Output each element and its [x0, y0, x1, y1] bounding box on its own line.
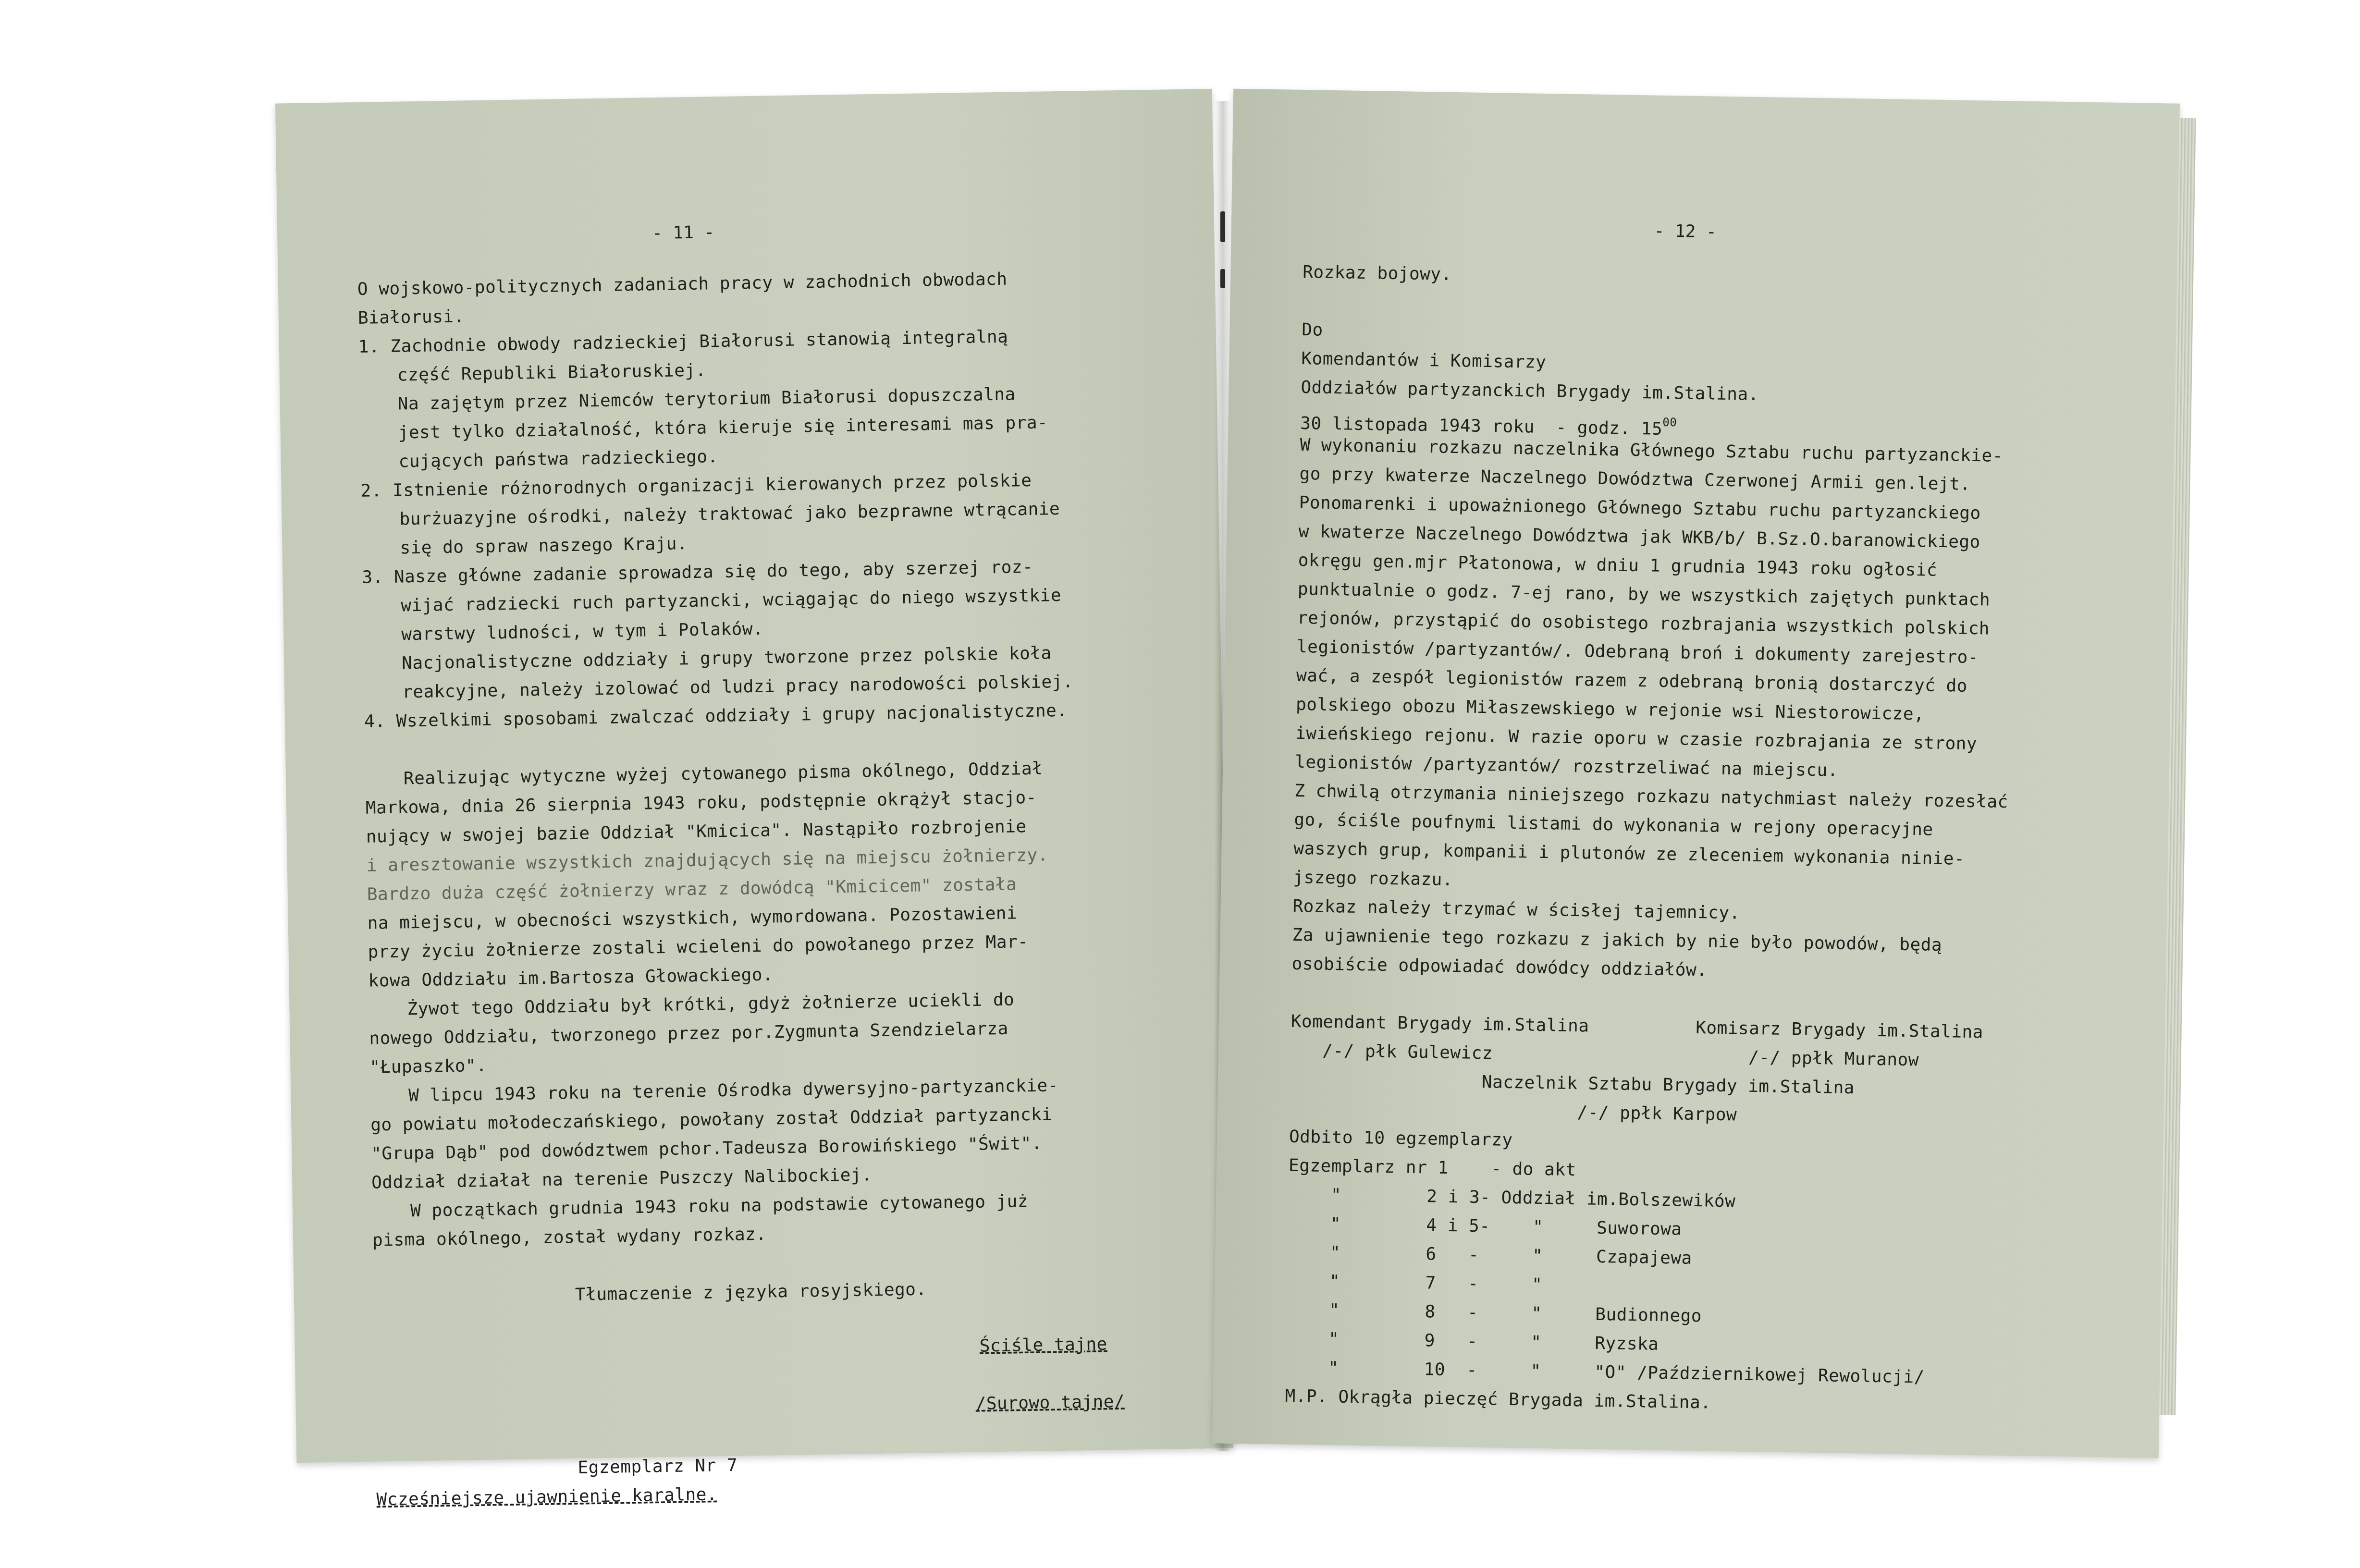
right-page-text [1285, 258, 2016, 1422]
text-line: Realizując wytyczne wyżej cytowanego pisma okólnego, Oddział [403, 759, 1043, 789]
text-line: Żywot tego Oddziału był krótki, gdyż żołnierze uciekli do [407, 990, 1015, 1019]
text-line: 3. Nasze główne zadanie sprowadza się do tego, aby szerzej roz- [362, 557, 1033, 588]
left-page-text [357, 263, 1127, 1514]
text-line: wać, a zespół legionistów razem z odebraną bronią dostarczyć do [1296, 665, 1968, 696]
text-line: O wojskowo-politycznych zadaniach pracy w zachodnich obwodach [357, 269, 1008, 299]
text-line: Egzemplarz nr 1 - do akt [1288, 1155, 1577, 1180]
text-line: Komendant Brygady im.Stalina Komisarz Brygady im.Stalina [1291, 1011, 1984, 1042]
text-line: " 8 - " Budionnego [1286, 1299, 1702, 1326]
text-line: Odbito 10 egzemplarzy [1289, 1127, 1513, 1151]
text-line: Za ujawnienie tego rozkazu z jakich by nie było powodów, będą [1292, 925, 1942, 956]
text-line: iwieńskiego rejonu. W razie oporu w czasie rozbrajania ze strony [1295, 723, 1978, 754]
text-line: Nacjonalistyczne oddziały i grupy tworzone przez polskie koła [401, 643, 1052, 674]
text-line: Wcześniejsze ujawnienie karalne. [376, 1484, 718, 1510]
text-line: Oddział działał na terenie Puszczy Nalibockiej. [371, 1165, 873, 1193]
text-line: część Republiki Białoruskiej. [397, 360, 707, 385]
text-line: Komendantów i Komisarzy [1301, 348, 1547, 372]
text-line: Tłumaczenie z języka rosyjskiego. [575, 1279, 927, 1305]
text-line: 2. Istnienie różnorodnych organizacji kierowanych przez polskie [360, 470, 1032, 501]
text-line: reakcyjne, należy izolować od ludzi pracy narodowości polskiej. [402, 672, 1074, 702]
text-line: 1. Zachodnie obwody radzieckiej Białorusi stanowią integralną [358, 327, 1008, 357]
staple-top-lower [1220, 269, 1225, 288]
text-line: W lipcu 1943 roku na terenie Ośrodka dywersyjno-partyzanckie- [408, 1076, 1059, 1106]
text-line: " 9 - " Ryzska [1286, 1328, 1659, 1354]
text-line: legionistów /partyzantów/. Odebraną broń i dokumenty zarejestro- [1296, 637, 1979, 668]
text-line: waszych grup, kompanii i plutonów ze zleceniem wykonania ninie- [1293, 838, 1965, 869]
text-line: wijać radziecki ruch partyzancki, wciągając do niego wszystkie [401, 585, 1062, 616]
text-line: Do [1302, 319, 1324, 340]
text-line: /-/ ppłk Karpow [1289, 1098, 1737, 1125]
text-line: osobiście odpowiadać dowódcy oddziałów. [1291, 954, 1708, 980]
text-line: "Łupaszko". [369, 1055, 487, 1078]
text-line: burżuazyjne ośrodki, należy traktować jako bezprawne wtrącanie [399, 499, 1060, 529]
text-line: "Grupa Dąb" pod dowództwem pchor.Tadeusza Borowińskiego "Świt". [370, 1133, 1043, 1164]
text-line: Egzemplarz Nr 7 [578, 1455, 738, 1478]
right-page [1212, 89, 2180, 1458]
text-line: i aresztowanie wszystkich znajdujących się na miejscu żołnierzy. [366, 845, 1049, 876]
text-line: Rozkaz należy trzymać w ścisłej tajemnicy. [1292, 896, 1741, 923]
text-line: kowa Oddziału im.Bartosza Głowackiego. [368, 965, 774, 991]
text-line: " 4 i 5- " Suworowa [1287, 1213, 1682, 1239]
text-line: jest tylko działalność, która kieruje się interesami mas pra- [398, 413, 1048, 443]
page-number-right: - 12 - [1654, 221, 1717, 242]
text-line: W początkach grudnia 1943 roku na podstawie cytowanego już [410, 1191, 1029, 1221]
text-line: w kwaterze Naczelnego Dowództwa jak WKB/b/ B.Sz.O.baranowickiego [1298, 521, 1981, 552]
text-line: " 6 - " Czapajewa [1287, 1242, 1693, 1268]
text-line: rejonów, przystąpić do osobistego rozbrajania wszystkich polskich [1297, 608, 1990, 639]
text-line: " 7 - " [1286, 1271, 1543, 1295]
text-line: " 2 i 3- Oddział im.Bolszewików [1288, 1184, 1736, 1212]
text-line: nowego Oddziału, tworzonego przez por.Zygmunta Szendzielarza [369, 1018, 1009, 1049]
text-line: punktualnie o godz. 7-ej rano, by we wszystkich zajętych punktach [1297, 579, 1991, 610]
text-line: Na zajętym przez Niemców terytorium Białorusi dopuszczalna [397, 384, 1016, 414]
text-line: 30 listopada 1943 roku - godz. $15^{00}$ [1300, 413, 1677, 439]
left-page [275, 89, 1233, 1510]
text-line: Markowa, dnia 26 sierpnia 1943 roku, podstępnie okrążył stacjo- [365, 787, 1037, 818]
staple-top [1220, 211, 1225, 242]
text-line: okręgu gen.mjr Płatonowa, w dniu 1 grudnia 1943 roku ogłosić [1298, 550, 1938, 580]
text-line: warstwy ludności, w tym i Polaków. [401, 619, 764, 645]
time-superscript: 00 [1662, 415, 1677, 429]
text-line: /Surowo tajne/ [975, 1392, 1125, 1414]
text-line: przy życiu żołnierze zostali wcieleni do powołanego przez Mar- [368, 932, 1029, 962]
text-line: cujących państwa radzieckiego. [398, 447, 719, 472]
text-line: pisma okólnego, został wydany rozkaz. [372, 1224, 767, 1250]
text-line: Rozkaz bojowy. [1302, 262, 1452, 284]
page-stack-edge [2159, 118, 2196, 1415]
text-line: Naczelnik Sztabu Brygady im.Stalina [1290, 1069, 1855, 1098]
text-line: /-/ płk Gulewicz /-/ ppłk Muranow [1290, 1040, 1919, 1070]
page-number-left: - 11 - [651, 222, 715, 244]
text-line: W wykonaniu rozkazu naczelnika Głównego Sztabu ruchu partyzanckie- [1300, 435, 2004, 466]
text-line: go przy kwaterze Naczelnego Dowództwa Czerwonej Armii gen.lejt. [1299, 464, 1971, 494]
text-line: go powiatu mołodeczańskiego, powołany został Oddział partyzancki [370, 1104, 1053, 1135]
text-line: się do spraw naszego Kraju. [400, 534, 688, 558]
text-line: na miejscu, w obecności wszystkich, wymordowana. Pozostawieni [367, 903, 1018, 933]
text-line: Białorusi. [357, 306, 465, 328]
text-line: jszego rozkazu. [1293, 867, 1453, 890]
text-line: nujący w swojej bazie Oddział "Kmicica". Nastąpiło rozbrojenie [366, 817, 1027, 847]
text-line: legionistów /partyzantów/ rozstrzeliwać na miejscu. [1294, 752, 1839, 781]
text-line: Bardzo duża część żołnierzy wraz z dowódcą "Kmicicem" została [367, 874, 1017, 905]
text-line: " 10 - " "O" /Październikowej Rewolucji/ [1285, 1357, 1925, 1387]
text-line: Z chwilą otrzymania niniejszego rozkazu natychmiast należy rozesłać [1294, 781, 2009, 812]
text-line: polskiego obozu Miłaszewskiego w rejonie wsi Niestorowicze, [1295, 694, 1925, 724]
text-line: 4. Wszelkimi sposobami zwalczać oddziały i grupy nacjonalistyczne. [364, 700, 1068, 732]
text-line: Ponomarenki i upoważnionego Głównego Sztabu ruchu partyzanckiego [1299, 492, 1981, 524]
text-line: Oddziałów partyzanckich Brygady im.Stalina. [1301, 377, 1759, 404]
text-line: go, ściśle poufnymi listami do wykonania w rejony operacyjne [1294, 809, 1933, 840]
text-line: Ściśle tajne [979, 1334, 1108, 1356]
text-line: M.P. Okrągła pieczęć Brygada im.Stalina. [1285, 1386, 1711, 1413]
